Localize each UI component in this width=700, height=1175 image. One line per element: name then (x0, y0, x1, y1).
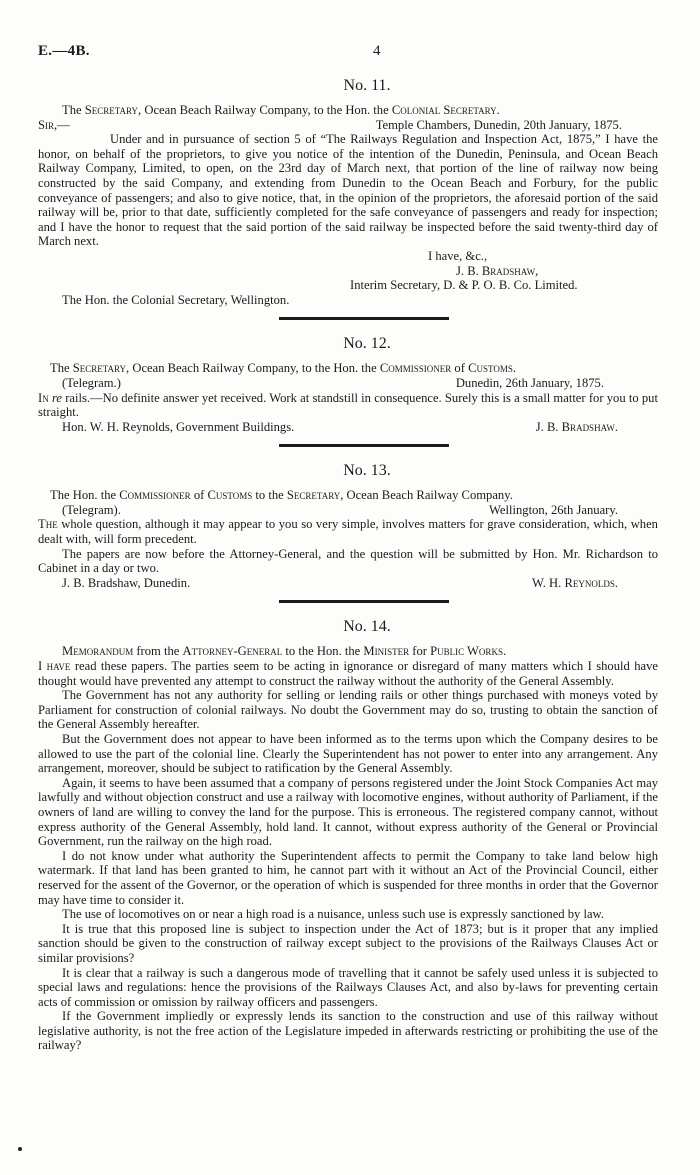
memo-paragraph (38, 659, 658, 688)
page-mark (18, 1147, 22, 1151)
letter-place-date: Temple Chambers, Dunedin, 20th January, 1875. (375, 117, 622, 132)
memo-paragraph: But the Government does not appear to have been informed as to the terms upon which the Company desires to be allowed to use the part of the colonial line. Clearly the Superintendent has not power to enter into any arrangement. Any arrangement, moreover, should be subject to ratification by the General Assembly. (38, 732, 658, 776)
lead-text: , Ocean Beach Railway Company, to the Hon. the (138, 103, 389, 117)
lead-text: , Ocean Beach Railway Company, to the Hon. the (126, 361, 377, 376)
lead-text: Secretary (84, 103, 139, 117)
memo-paragraph: If the Government impliedly or expressly lends its sanction to the construction and use of this railway without legislative authority, is not the free action of the Legislature impeded in afterwards restricting or prohibiting the use of the railway? (38, 1009, 658, 1053)
lead-text: Secretary (286, 488, 341, 503)
letter-body: Under and in pursuance of section 5 of “The Railways Regulation and Inspection Act, 1875,” I have the honor, on behalf of the proprietors, to give you notice of the intention of the Dunedin, Peninsula, and Ocean Beach Railway Company, Limited, to open, on the 23rd day of March next, that portion of the line of railway now being constructed by the said Company, and extending from Dunedin to the Ocean Beach and Forbury, for the public conveyance of passengers; and also to give notice, that, in the opinion of the proprietors, the aforesaid portion of the said railway will be, prior to that date, sufficiently completed for the safe conveyance of passengers and ready for inspection; and I have the honor to request that the said portion of the said railway be inspected before the said twenty-third day of March next. (38, 132, 658, 249)
section-divider (279, 444, 449, 447)
lead-text: of (454, 361, 465, 376)
memo-paragraph: I do not know under what authority the Superintendent affects to permit the Company to take land below high watermark. If that land has been granted to him, he cannot part with it without an Act of the Provincial Council, either reserved for the assent of the Governor, or the operation of which is suspended for three months in order that the Governor may have time to consider it. (38, 848, 658, 907)
telegram-routing (38, 576, 658, 591)
telegram-label: (Telegram.) (62, 375, 121, 390)
lead-text: for (412, 644, 427, 659)
lead-text: Colonial Secretary (391, 103, 497, 117)
telegram-body: The papers are now before the Attorney-General, and the question will be submitted by Hon. Mr. Richardson to Cabinet in a day or two. (38, 546, 658, 576)
lead-text: Commissioner (379, 361, 452, 376)
section-no-12 (38, 334, 658, 434)
recipient: Hon. W. H. Reynolds, Government Buildings. (62, 419, 295, 434)
memo-paragraph: The use of locomotives on or near a high road is a nuisance, unless such use is expressly sanctioned by law. (62, 907, 604, 922)
section-divider (279, 600, 449, 603)
lead-text: The (62, 103, 82, 117)
telegram-place-date: Wellington, 26th January. (489, 502, 618, 517)
lead-text: to the (255, 488, 284, 503)
lead-text: . (512, 361, 516, 376)
signatory-role: Interim Secretary, D. & P. O. B. Co. Limited. (350, 278, 578, 293)
lead-text: Public Works (430, 644, 503, 659)
telegram-label: (Telegram). (62, 502, 121, 517)
lead-text: of (193, 488, 205, 503)
recipient: J. B. Bradshaw, Dunedin. (62, 575, 191, 590)
lead-text: Customs (207, 488, 253, 503)
body-text: I have (38, 659, 71, 674)
closing: I have, &c., (428, 248, 488, 263)
section-title: No. 11. (343, 77, 391, 94)
lead-text: Commissioner (119, 488, 191, 503)
memo-paragraph: It is true that this proposed line is subject to inspection under the Act of 1873; but is it proper that any implied sanction should be given to the construction of railway except subject to the provisions of the Railways Clauses Act or similar provisions? (38, 921, 658, 965)
sender: J. B. Bradshaw. (535, 419, 618, 434)
salutation: Sir,— (38, 117, 70, 132)
memo-paragraph: Again, it seems to have been assumed that a company of persons registered under the Joint Stock Companies Act may lawfully and without objection construct and use a railway with locomotive engines, without authority of Parliament, if the owners of land are willing to convey the land for the purpose. This is erroneous. The registered company cannot, without express authority of the General Assembly, hold land. It cannot, without express authority of the General or Provincial Government, run the railway on the high road. (38, 775, 658, 849)
telegram-body (38, 517, 658, 546)
body-text: read these papers. The parties seem to be acting in ignorance or disregard of many matters which I should have thought would have prevented any attempt to construct the railway without the authority of the General Assembly. (38, 659, 658, 688)
lead-text: to the Hon. the (285, 644, 361, 659)
lead-text: . (502, 644, 507, 659)
body-text: rails.—No definite answer yet received. Work at standstill in consequence. Surely this is a small matter for you to put straight. (38, 390, 658, 420)
addressee: The Hon. the Colonial Secretary, Wellington. (62, 292, 290, 307)
lead-text: Customs (468, 361, 513, 376)
lead-text: Secretary (72, 361, 127, 376)
telegram-row (38, 503, 658, 518)
section-no-13 (38, 461, 658, 590)
memo-paragraph: It is clear that a railway is such a dangerous mode of travelling that it cannot be safely used unless it is subjected to special laws and regulations: hence the provisions of the Railways Clauses Act, and also by-laws for preventing certain acts of commission or omission by railway officers and passengers. (38, 965, 658, 1009)
signatory: J. B. Bradshaw, (456, 263, 539, 278)
telegram-row (38, 376, 658, 391)
section-no-14 (38, 617, 658, 1053)
section-lead (38, 103, 658, 118)
memo-paragraph: The Government has not any authority for selling or lending rails or other things purchased with moneys voted by Parliament for construction of colonial railways. No doubt the Government may do so, trusting to obtain the sanction of the General Assembly hereafter. (38, 688, 658, 732)
salutation-row (38, 118, 658, 133)
lead-text: . (496, 103, 500, 117)
section-title: No. 12. (343, 335, 391, 353)
telegram-place-date: Dunedin, 26th January, 1875. (455, 375, 604, 390)
section-title: No. 13. (343, 462, 391, 480)
document-body (38, 76, 658, 1053)
document-reference: E.—4B. (38, 43, 90, 59)
section-title: No. 14. (343, 618, 391, 636)
lead-text: The (50, 361, 70, 376)
lead-text: from the (136, 644, 180, 659)
body-text: The (38, 517, 58, 532)
section-lead (38, 644, 658, 659)
lead-text: Minister (363, 644, 410, 659)
lead-text: The Hon. the (50, 488, 117, 503)
section-divider (279, 317, 449, 320)
page-header (38, 44, 658, 64)
section-no-11 (38, 76, 658, 307)
body-text: re (51, 390, 62, 405)
lead-text: Memorandum (62, 644, 134, 659)
body-text: whole question, although it may appear to you so very simple, involves matters for grave consideration, which, when dealt with, will form precedent. (38, 517, 658, 547)
section-lead (38, 488, 658, 503)
section-lead (38, 361, 658, 376)
lead-text: Attorney-General (182, 644, 283, 659)
page-number: 4 (373, 43, 381, 59)
sender: W. H. Reynolds. (532, 575, 618, 590)
telegram-routing (38, 420, 658, 435)
lead-text: , Ocean Beach Railway Company. (340, 488, 513, 503)
body-text: In (38, 390, 49, 405)
telegram-body (38, 391, 658, 420)
